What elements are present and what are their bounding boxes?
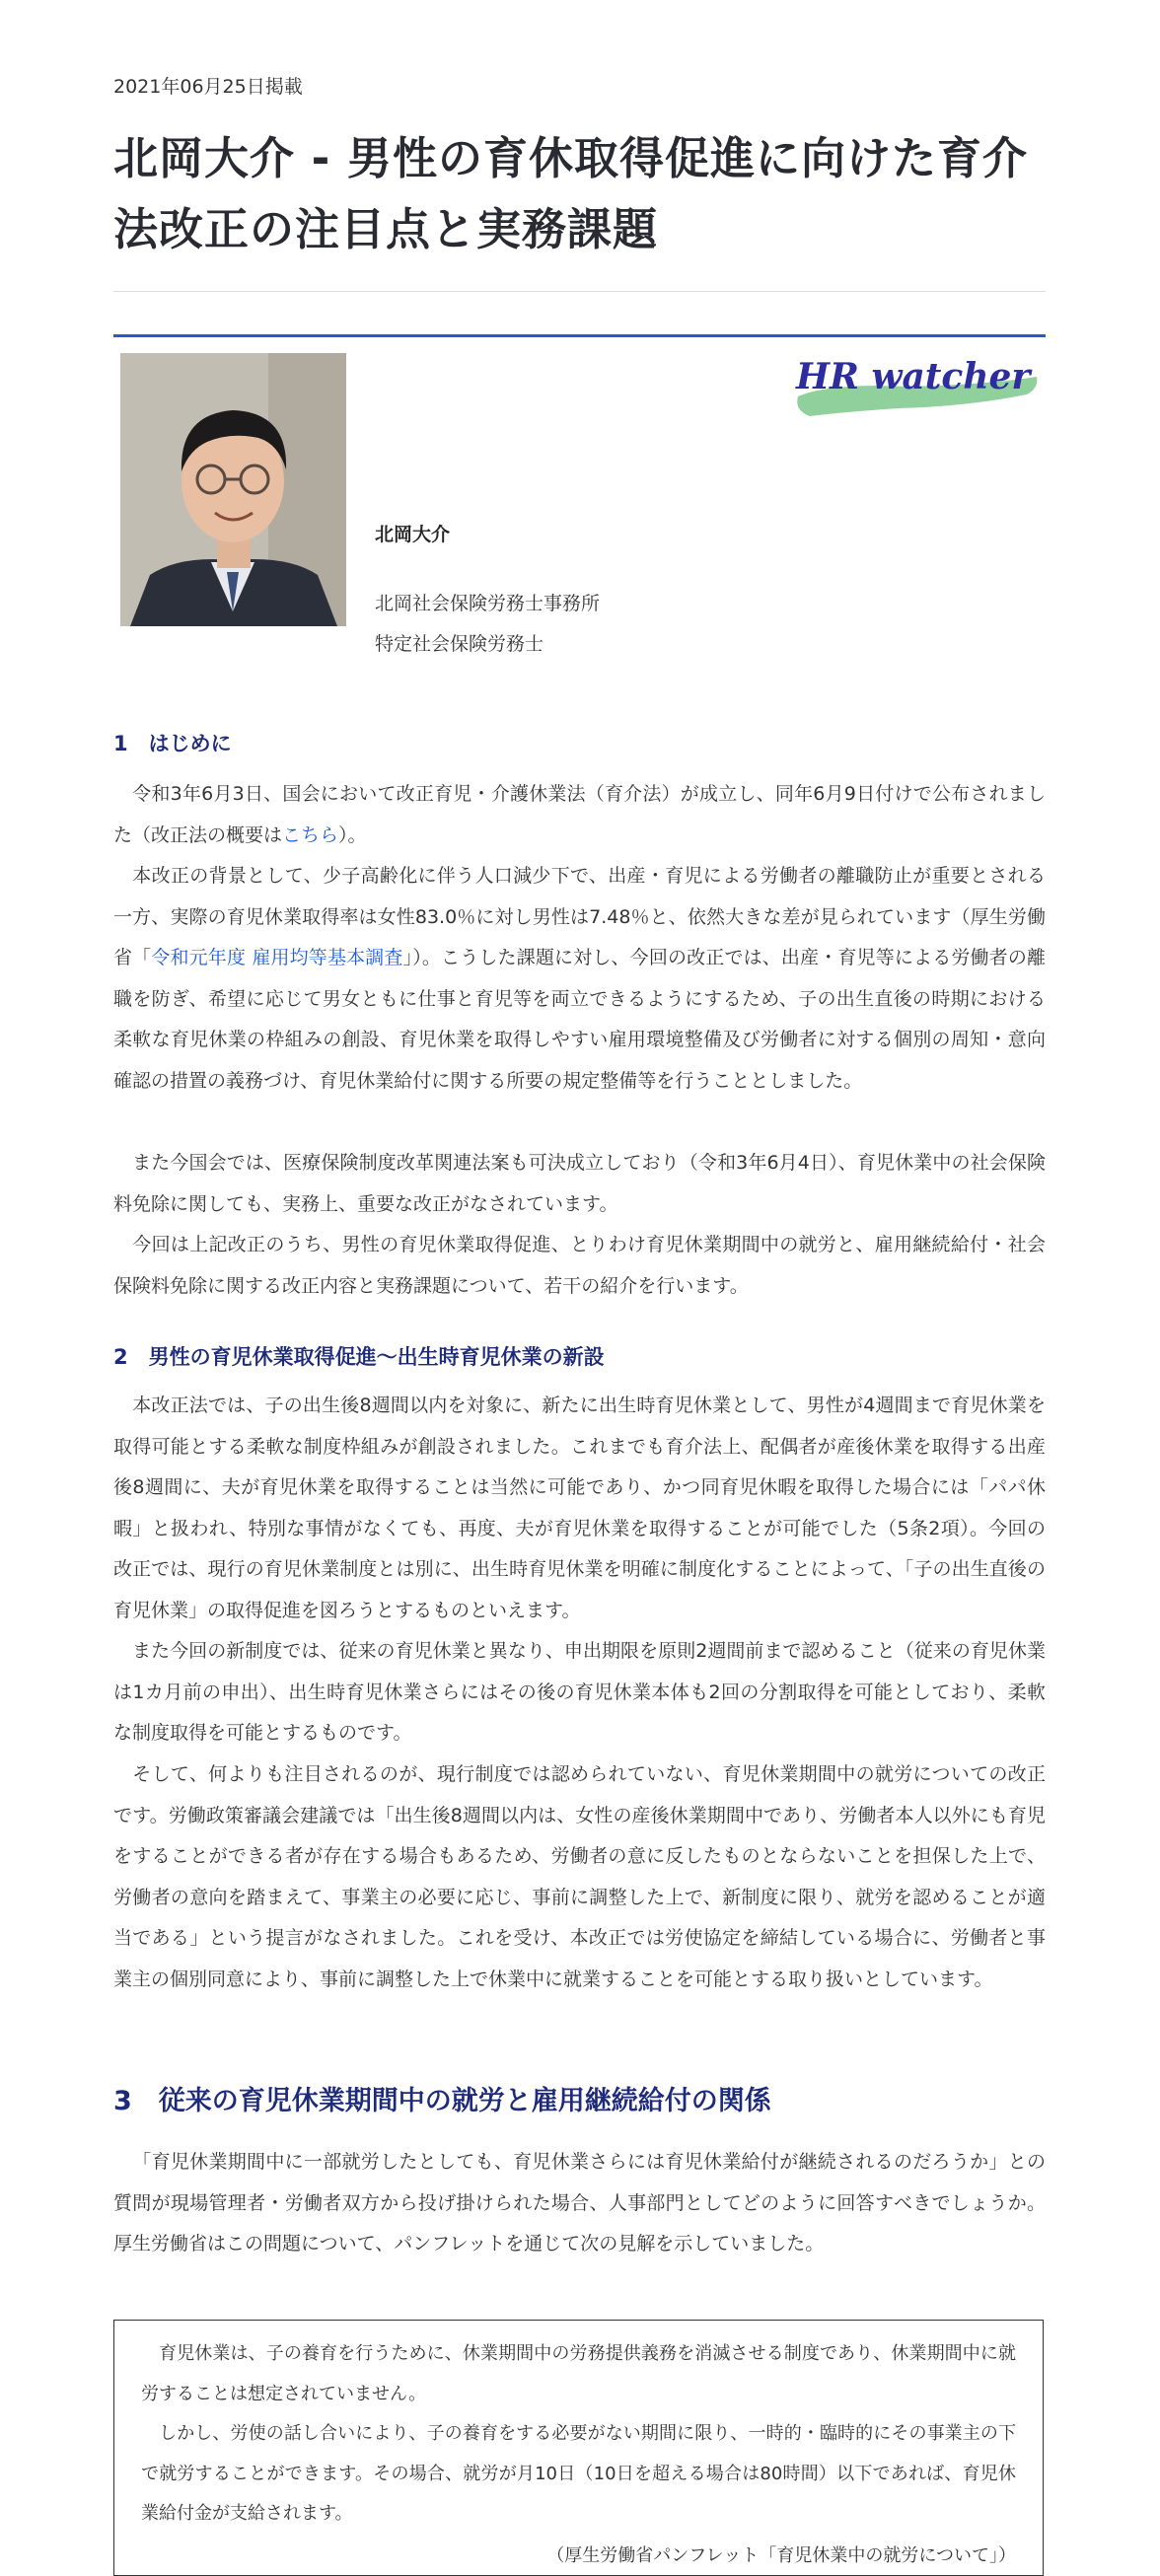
divider-gray [113, 291, 1046, 292]
publish-date: 2021年06月25日掲載 [113, 72, 303, 99]
author-role: 特定社会保険労務士 [375, 629, 544, 656]
section-2-heading: 2 男性の育児休業取得促進～出生時育児休業の新設 [113, 1341, 605, 1371]
quote-box [113, 2320, 1044, 2576]
section-1-heading: 1 はじめに [113, 728, 232, 757]
section-2-paragraph-2: また今回の新制度では、従来の育児休業と異なり、申出期限を原則2週間前まで認めること（従来の育児休業は1カ月前の申出）、出生時育児休業さらにはその後の育児休業本体も2回の分割取得を可能としており、柔軟な制度取得を可能とするものです。 [113, 1631, 1046, 1754]
section-3-paragraph-1: 「育児休業期間中に一部就労したとしても、育児休業さらには育児休業給付が継続されるのだろうか」との質問が現場管理者・労働者双方から投げ掛けられた場合、人事部門としてどのように回答すべきでしょうか。厚生労働省はこの問題について、パンフレットを通じて次の見解を示していました。 [113, 2142, 1046, 2265]
section-1-paragraph-3: また今国会では、医療保険制度改革関連法案も可決成立しており（令和3年6月4日）、育児休業中の社会保険料免除に関しても、実務上、重要な改正がなされています。 [113, 1143, 1046, 1225]
hr-watcher-logo [790, 347, 1047, 426]
quote-paragraph-2: しかし、労使の話し合いにより、子の養育をする必要がない期間に限り、一時的・臨時的にその事業主の下で就労することができます。その場合、就労が月10日（10日を超える場合は80時間）以下であれば、育児休業給付金が支給されます。 [141, 2414, 1016, 2535]
outline-link[interactable]: こちら [282, 824, 338, 846]
section-3-heading: 3 従来の育児休業期間中の就労と雇用継続給付の関係 [113, 2079, 771, 2117]
author-organization: 北岡社会保険労務士事務所 [375, 589, 600, 615]
article-title: 北岡大介 - 男性の育休取得促進に向けた育介法改正の注目点と実務課題 [113, 123, 1046, 265]
quote-paragraph-1: 育児休業は、子の養育を行うために、休業期間中の労務提供義務を消滅させる制度であり、休業期間中に就労することは想定されていません。 [141, 2334, 1016, 2414]
section-1-paragraph-1: 令和3年6月3日、国会において改正育児・介護休業法（育介法）が成立し、同年6月9日付けで公布されました（改正法の概要はこちら）。 [113, 774, 1046, 856]
section-1-paragraph-2: 本改正の背景として、少子高齢化に伴う人口減少下で、出産・育児による労働者の離職防止が重要とされる一方、実際の育児休業取得率は女性83.0％に対し男性は7.48％と、依然大きな差が見られています（厚生労働省「令和元年度 雇用均等基本調査」）。こうした課題に対し、今回の改正では、出産・育児等による労働者の離職を防ぎ、希望に応じて男女ともに仕事と育児等を両立できるようにするため、子の出生直後の時期における柔軟な育児休業の枠組みの創設、育児休業を取得しやすい雇用環境整備及び労働者に対する個別の周知・意向確認の措置の義務づけ、育児休業給付に関する所要の規定整備等を行うこととしました。 [113, 856, 1046, 1102]
divider-blue [113, 334, 1046, 337]
section-2-paragraph-3: そして、何よりも注目されるのが、現行制度では認められていない、育児休業期間中の就労についての改正です。労働政策審議会建議では「出生後8週間以内は、女性の産後休業期間中であり、労働者本人以外にも育児をすることができる者が存在する場合もあるため、労働者の意に反したものとならないことを担保した上で、労働者の意向を踏まえて、事業主の必要に応じ、事前に調整した上で、新制度に限り、就労を認めることが適当である」という提言がなされました。これを受け、本改正では労使協定を締結している場合に、労働者と事業主の個別同意により、事前に調整した上で休業中に就業することを可能とする取り扱いとしています。 [113, 1754, 1046, 2000]
survey-link[interactable]: 令和元年度 雇用均等基本調査 [151, 947, 402, 968]
author-name: 北岡大介 [375, 520, 450, 546]
quote-source: （厚生労働省パンフレット「育児休業中の就労について」） [141, 2537, 1016, 2576]
author-photo [120, 353, 346, 626]
section-1-paragraph-4: 今回は上記改正のうち、男性の育児休業取得促進、とりわけ育児休業期間中の就労と、雇用継続給付・社会保険料免除に関する改正内容と実務課題について、若干の紹介を行います。 [113, 1225, 1046, 1307]
section-2-paragraph-1: 本改正法では、子の出生後8週間以内を対象に、新たに出生時育児休業として、男性が4週間まで育児休業を取得可能とする柔軟な制度枠組みが創設されました。これまでも育介法上、配偶者が産後休業を取得する出産後8週間に、夫が育児休業を取得することは当然に可能であり、かつ同育児休暇を取得した場合には「パパ休暇」と扱われ、特別な事情がなくても、再度、夫が育児休業を取得することが可能でした（5条2項）。今回の改正では、現行の育児休業制度とは別に、出生時育児休業を明確に制度化することによって、「子の出生直後の育児休業」の取得促進を図ろうとするものといえます。 [113, 1386, 1046, 1631]
svg-text:HR watcher: HR watcher [795, 356, 1033, 397]
